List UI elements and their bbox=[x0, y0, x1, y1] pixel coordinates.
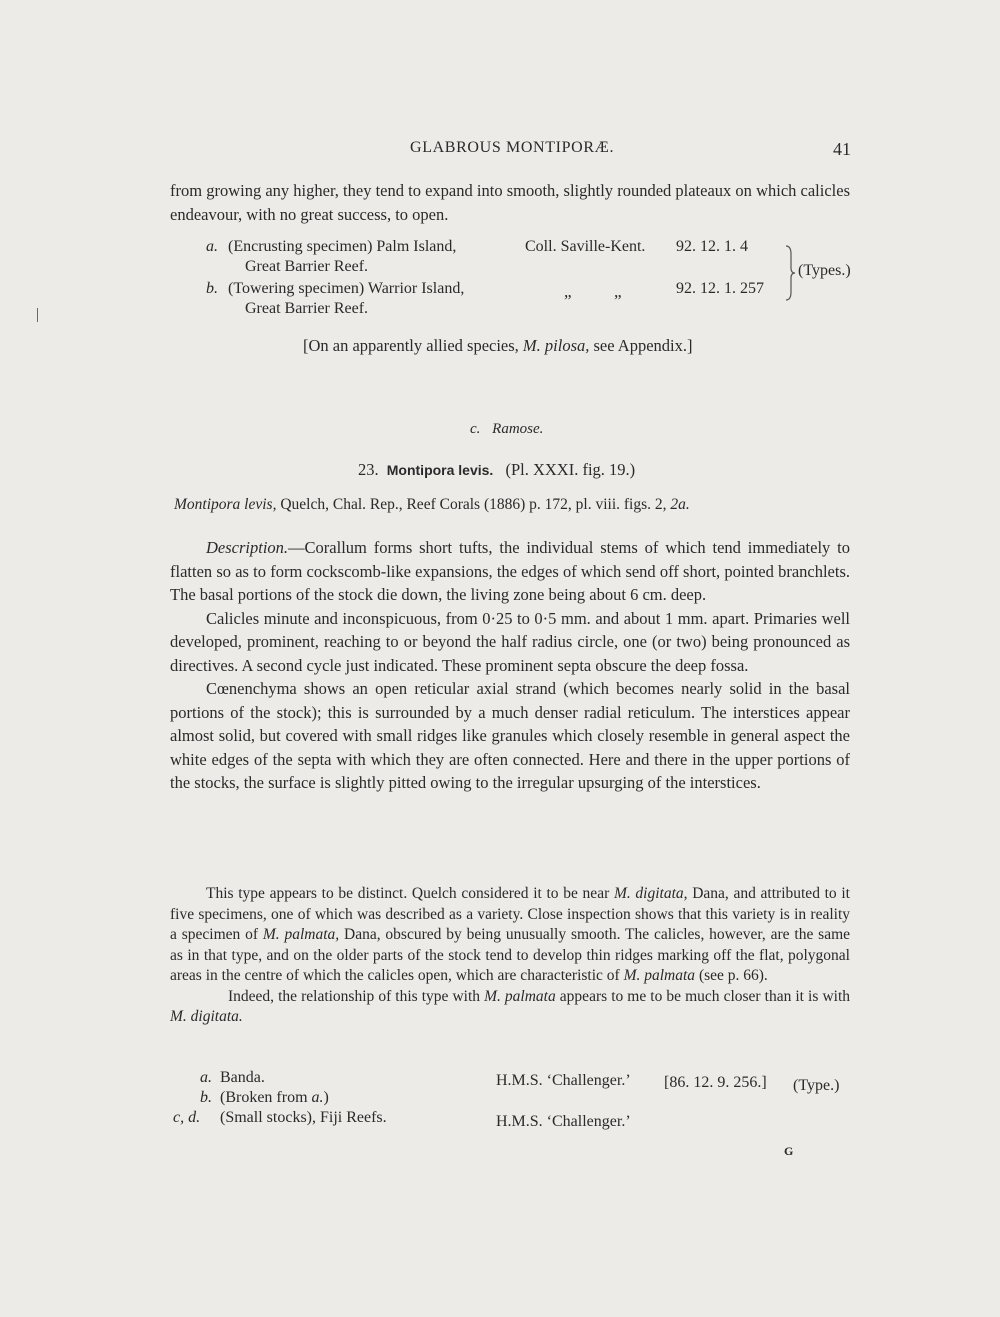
synonym-reference: Quelch, Chal. Rep., Reef Corals (1886) p. 172, pl. viii. figs. 2, bbox=[276, 496, 671, 513]
remarks-species-palmata-1: M. palmata, bbox=[262, 926, 340, 943]
specimen-a-register: 92. 12. 1. 4 bbox=[676, 238, 748, 255]
remarks-paragraph-2 bbox=[170, 987, 850, 1028]
specimen-b-register: 92. 12. 1. 257 bbox=[676, 280, 764, 297]
specimen-a-line1: (Encrusting specimen) Palm Island, bbox=[228, 238, 457, 255]
description-paragraph-2: Calicles minute and inconspicuous, from 0·25 to 0·5 mm. and about 1 mm. apart. Primaries well developed, prominent, reaching to or beyond the half radius circle, one (or two) being pronounced as directives. A second cycle just indicated. These prominent septa obscure the deep fossa. bbox=[170, 608, 850, 675]
note-suffix: see Appendix.] bbox=[589, 336, 693, 355]
specimen2-a-text: Banda. bbox=[220, 1069, 265, 1086]
remarks-species-digitata-2: M. digitata. bbox=[170, 1008, 243, 1025]
margin-mark bbox=[37, 308, 38, 322]
description-label: Description. bbox=[206, 538, 289, 557]
remarks-2a: Indeed, the relationship of this type with bbox=[228, 987, 485, 1005]
specimen2-a-type: (Type.) bbox=[793, 1077, 840, 1094]
intro-paragraph bbox=[170, 179, 850, 226]
section-prefix: c. bbox=[470, 421, 481, 437]
note-prefix: [On an apparently allied species, bbox=[303, 336, 523, 355]
specimen2-cd-letter: c, d. bbox=[173, 1109, 201, 1126]
description-paragraph-1 bbox=[170, 536, 850, 607]
specimen-b-line1: (Towering specimen) Warrior Island, bbox=[228, 280, 465, 297]
types-label: (Types.) bbox=[798, 262, 851, 279]
note-species: M. pilosa, bbox=[522, 336, 590, 355]
section-name: Ramose. bbox=[492, 421, 544, 437]
running-title: GLABROUS MONTIPORÆ. bbox=[410, 139, 615, 156]
types-brace bbox=[782, 244, 798, 302]
specimen2-a-letter: a. bbox=[200, 1069, 212, 1086]
remarks-2b: appears to me to be much closer than it is with bbox=[555, 987, 850, 1005]
page-number: 41 bbox=[833, 139, 851, 159]
species-number: 23. bbox=[358, 460, 379, 479]
signature-mark: G bbox=[784, 1144, 794, 1158]
remarks-1a: This type appears to be distinct. Quelch considered it to be near bbox=[206, 885, 614, 902]
description-text-1: —Corallum forms short tufts, the individual stems of which tend immediately to flatten so as to form cockscomb-like expansions, the edges of which send off short, pointed branchlets. The basal portions of the stock die down, the living zone being about 6 cm. deep. bbox=[170, 538, 850, 604]
remarks-species-palmata-2: M. palmata bbox=[623, 967, 696, 984]
description-paragraph-3: Cœnenchyma shows an open reticular axial strand (which becomes nearly solid in the basal portions of the stock); this is surrounded by a much denser radial reticulum. The interstices appear almost solid, but covered with small ridges like granules which closely resemble in general aspect the white edges of the septa with which they are often connected. Here and there in the upper portions of the stocks, the surface is slightly pitted owing to the irregular upsurging of the interstices. bbox=[170, 679, 850, 792]
specimen2-b-prefix: (Broken from bbox=[220, 1089, 312, 1106]
species-heading bbox=[358, 460, 635, 480]
remarks-block bbox=[170, 884, 850, 1028]
specimen-a-letter: a. bbox=[206, 238, 218, 255]
intro-text: from growing any higher, they tend to expand into smooth, slightly rounded plateaux on which calicles endeavour, with no great success, to open. bbox=[170, 181, 850, 224]
remarks-paragraph-1 bbox=[170, 884, 850, 987]
specimen-b-ditto-1: „ bbox=[564, 282, 572, 301]
specimen-b-letter: b. bbox=[206, 280, 218, 297]
description-block bbox=[170, 536, 850, 795]
specimen2-cd-ship: H.M.S. ‘Challenger.’ bbox=[496, 1113, 631, 1130]
specimen2-cd-text: (Small stocks), Fiji Reefs. bbox=[220, 1109, 387, 1126]
synonymy-line bbox=[174, 496, 690, 514]
allied-species-note bbox=[303, 336, 693, 356]
remarks-1d: (see p. 66). bbox=[695, 967, 768, 984]
section-heading bbox=[470, 421, 543, 438]
specimen-b-line2: Great Barrier Reef. bbox=[245, 300, 369, 317]
synonym-name: Montipora levis, bbox=[174, 496, 277, 513]
specimen-a-collection: Coll. Saville-Kent. bbox=[525, 238, 646, 255]
specimen2-a-ship: H.M.S. ‘Challenger.’ bbox=[496, 1072, 631, 1089]
remarks-species-digitata: M. digitata, bbox=[613, 885, 688, 902]
specimen2-b-ref: a. bbox=[311, 1089, 324, 1106]
species-name: Montipora levis. bbox=[386, 462, 494, 478]
remarks-1c: Dana, obscured by being unusually smooth. The calicles, however, are the same as in that type, and on the older parts of the stock tend to develop thin ridges marking off the flat, polygonal areas in the centre of which the calicles open, which are characteristic of bbox=[170, 926, 851, 984]
specimen2-b-text bbox=[220, 1089, 329, 1107]
specimen-b-ditto-2: „ bbox=[614, 282, 622, 301]
species-plate-ref: (Pl. XXXI. fig. 19.) bbox=[505, 460, 636, 479]
specimen2-b-letter: b. bbox=[200, 1089, 212, 1106]
remarks-1b: Dana, and attributed to it five specimens, one of which was described as a variety. Close inspection shows that this variety is in reality a specimen of bbox=[170, 885, 850, 943]
specimen2-a-register: [86. 12. 9. 256.] bbox=[664, 1074, 767, 1091]
specimen-a-line2: Great Barrier Reef. bbox=[245, 258, 369, 275]
synonym-figure: 2a. bbox=[670, 496, 690, 513]
specimen2-b-suffix: ) bbox=[323, 1089, 329, 1106]
remarks-species-palmata-3: M. palmata bbox=[484, 987, 556, 1005]
